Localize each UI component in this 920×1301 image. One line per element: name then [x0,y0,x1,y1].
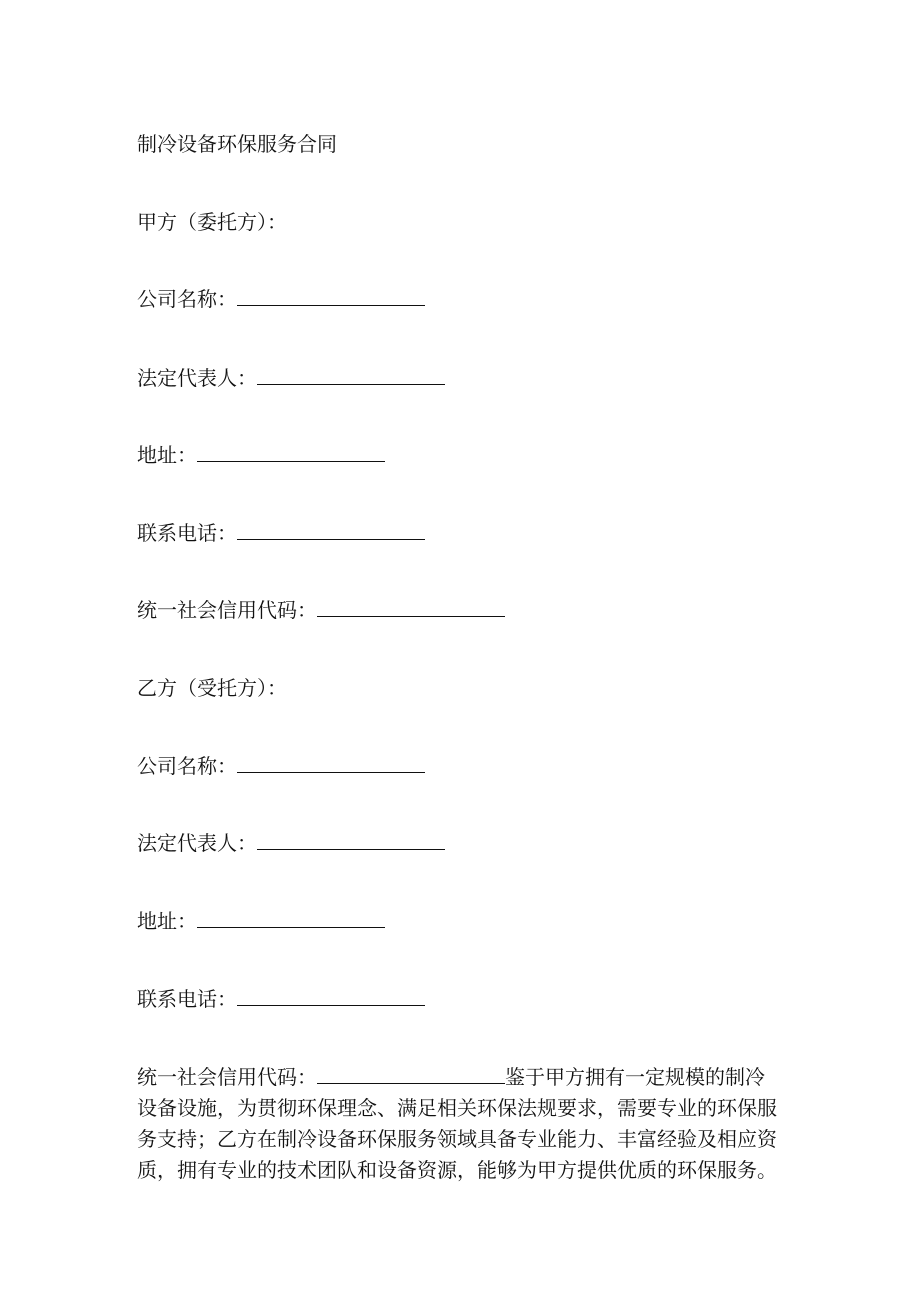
party-b-company-label: 公司名称： [137,754,237,778]
party-a-rep-row [137,364,445,392]
party-b-rep-blank[interactable] [257,829,445,850]
party-a-credit-label: 统一社会信用代码： [137,598,317,622]
party-b-company-row [137,752,425,780]
party-a-rep-blank[interactable] [257,364,445,385]
party-a-phone-blank[interactable] [237,519,425,540]
recital-line-4: 质，拥有专业的技术团队和设备资源，能够为甲方提供优质的环保服务。 [137,1158,777,1182]
party-b-rep-label: 法定代表人： [137,831,257,855]
party-b-credit-label: 统一社会信用代码： [137,1065,317,1089]
party-a-address-label: 地址： [137,443,197,467]
party-a-phone-row [137,519,425,547]
party-b-phone-row [137,985,425,1013]
party-b-credit-blank[interactable] [317,1063,505,1084]
party-b-rep-row [137,829,445,857]
recital-line-3: 务支持；乙方在制冷设备环保服务领域具备专业能力、丰富经验及相应资 [137,1127,777,1151]
recital-text-1: 鉴于甲方拥有一定规模的制冷 [505,1065,765,1089]
party-b-heading: 乙方（受托方）： [137,676,287,700]
party-a-credit-row [137,596,505,624]
party-b-phone-label: 联系电话： [137,987,237,1011]
recital-line-2: 设备设施，为贯彻环保理念、满足相关环保法规要求，需要专业的环保服 [137,1096,777,1120]
party-a-company-row [137,285,425,313]
party-b-phone-blank[interactable] [237,985,425,1006]
party-b-address-row [137,907,385,935]
party-b-address-label: 地址： [137,909,197,933]
party-a-company-blank[interactable] [237,285,425,306]
party-a-company-label: 公司名称： [137,287,237,311]
party-a-rep-label: 法定代表人： [137,366,257,390]
recital-paragraph [137,1062,787,1186]
party-a-heading: 甲方（委托方）： [137,210,287,234]
document-title: 制冷设备环保服务合同 [137,132,337,156]
party-a-address-blank[interactable] [197,441,385,462]
recital-line-1 [137,1062,787,1093]
party-b-address-blank[interactable] [197,907,385,928]
party-a-credit-blank[interactable] [317,596,505,617]
party-b-company-blank[interactable] [237,752,425,773]
party-a-address-row [137,441,385,469]
party-a-phone-label: 联系电话： [137,521,237,545]
